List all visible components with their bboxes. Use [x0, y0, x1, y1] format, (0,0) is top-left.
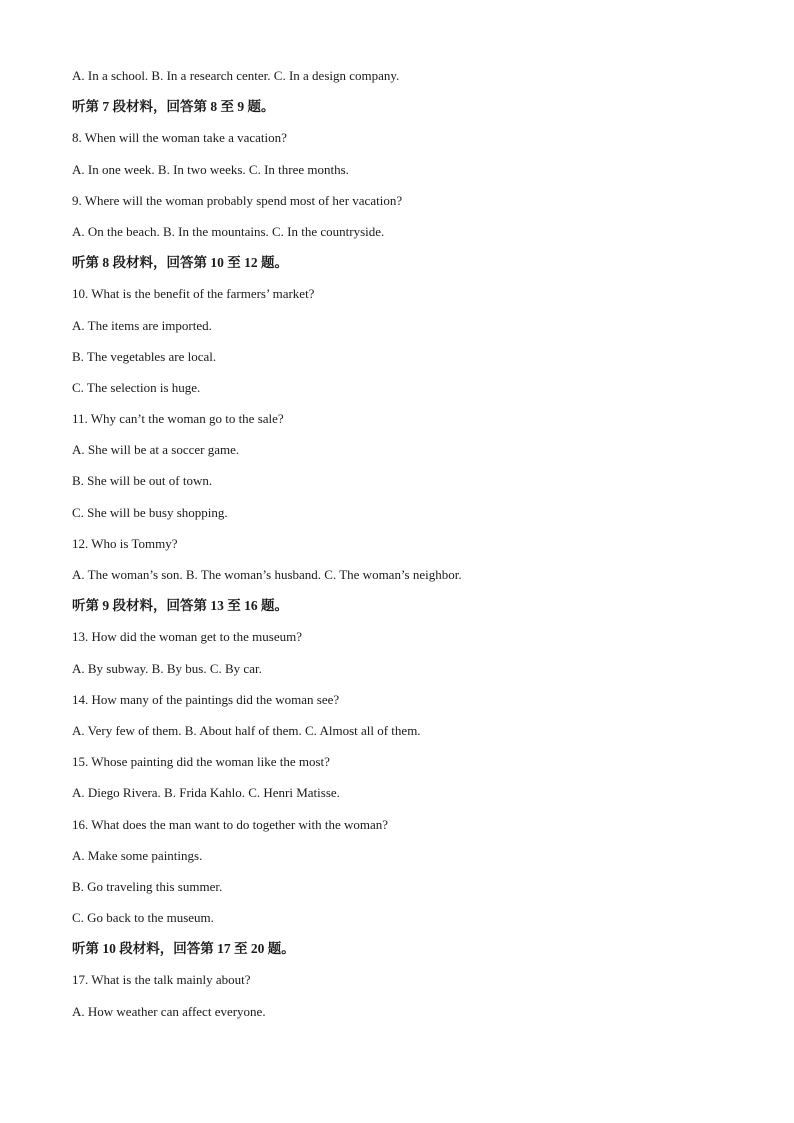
answer-options: A. By subway. B. By bus. C. By car. — [72, 660, 262, 676]
question-text: 12. Who is Tommy? — [72, 535, 178, 551]
answer-option: C. Go back to the museum. — [72, 910, 214, 926]
answer-option: A. The items are imported. — [72, 317, 212, 333]
answer-option: B. Go traveling this summer. — [72, 878, 223, 894]
section-heading: 听第 9 段材料，回答第 13 至 16 题。 — [72, 598, 288, 614]
answer-options: A. In one week. B. In two weeks. C. In three months. — [72, 161, 349, 177]
answer-option: A. Make some paintings. — [72, 847, 203, 863]
question-text: 14. How many of the paintings did the woman see? — [72, 691, 340, 707]
answer-option: B. The vegetables are local. — [72, 348, 217, 364]
answer-option: A. How weather can affect everyone. — [72, 1003, 266, 1019]
question-text: 10. What is the benefit of the farmers’ market? — [72, 286, 315, 302]
document-page — [72, 64, 732, 1031]
answer-options: A. Very few of them. B. About half of them. C. Almost all of them. — [72, 722, 421, 738]
answer-options: A. The woman’s son. B. The woman’s husband. C. The woman’s neighbor. — [72, 567, 462, 582]
question-text: 13. How did the woman get to the museum? — [72, 629, 302, 645]
answer-options: A. On the beach. B. In the mountains. C. In the countryside. — [72, 223, 385, 239]
answer-options: A. Diego Rivera. B. Frida Kahlo. C. Henri Matisse. — [72, 785, 340, 801]
question-text: 16. What does the man want to do together with the woman? — [72, 816, 389, 832]
answer-option: C. She will be busy shopping. — [72, 504, 228, 520]
answer-option: B. She will be out of town. — [72, 473, 213, 489]
question-text: 17. What is the talk mainly about? — [72, 972, 251, 988]
answer-option: C. The selection is huge. — [72, 379, 201, 395]
section-heading: 听第 8 段材料，回答第 10 至 12 题。 — [72, 255, 288, 271]
question-text: 15. Whose painting did the woman like the most? — [72, 754, 330, 770]
question-text: 8. When will the woman take a vacation? — [72, 130, 287, 146]
answer-option: A. She will be at a soccer game. — [72, 442, 240, 458]
section-heading: 听第 10 段材料，回答第 17 至 20 题。 — [72, 941, 295, 957]
answer-options: A. In a school. B. In a research center. C. In a design company. — [72, 68, 400, 83]
question-text: 9. Where will the woman probably spend most of her vacation? — [72, 192, 403, 208]
section-heading: 听第 7 段材料，回答第 8 至 9 题。 — [72, 99, 275, 115]
question-text: 11. Why can’t the woman go to the sale? — [72, 411, 284, 427]
